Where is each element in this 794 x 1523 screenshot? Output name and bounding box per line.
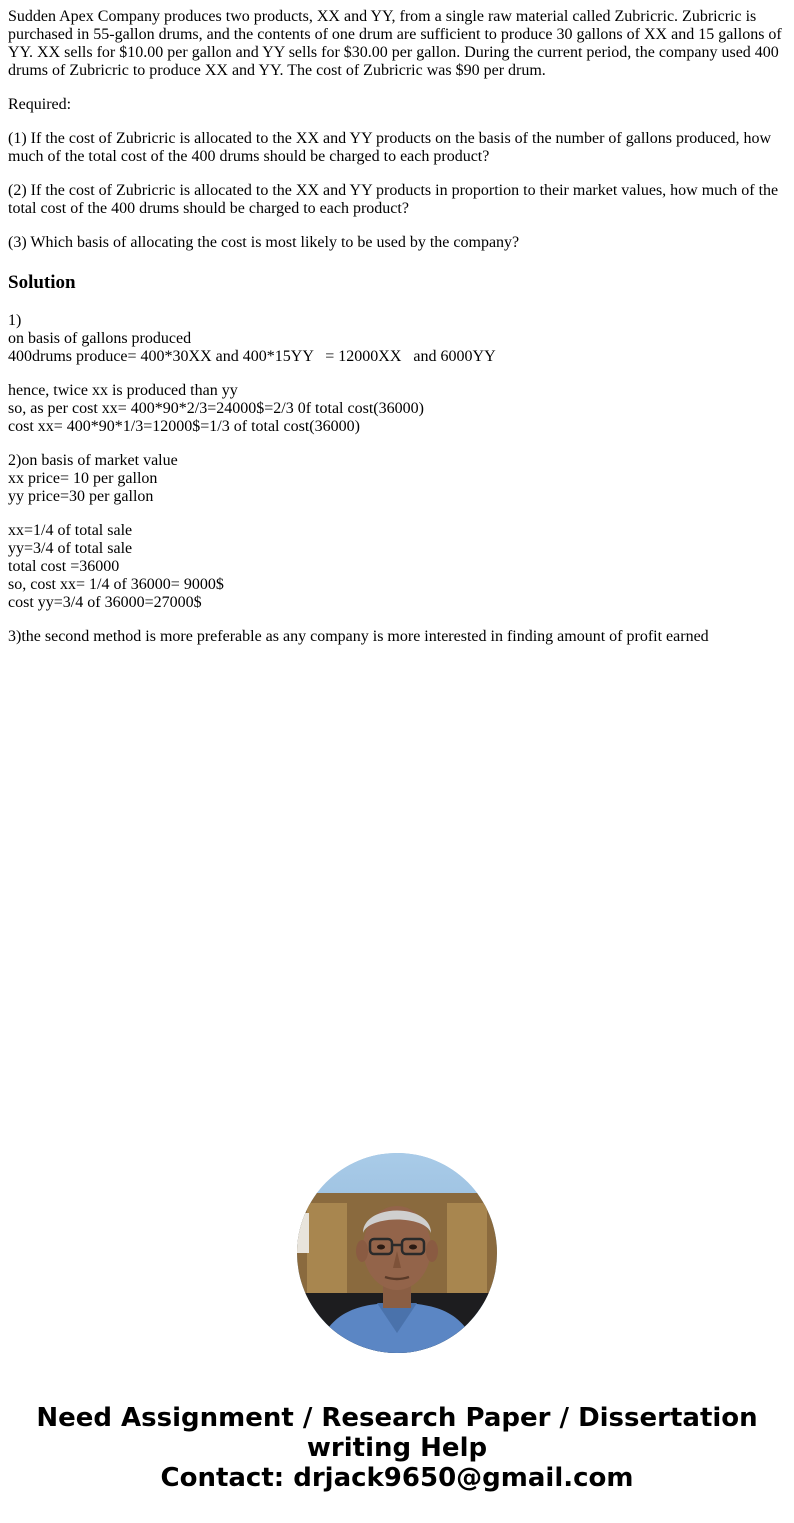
author-avatar xyxy=(297,1153,497,1353)
solution-line: total cost =36000 xyxy=(8,558,120,575)
promo-line-2: writing Help xyxy=(306,1433,488,1463)
solution-block-1 xyxy=(8,312,786,366)
solution-line: cost yy=3/4 of 36000=27000$ xyxy=(8,594,202,611)
solution-line: hence, twice xx is produced than yy xyxy=(8,382,238,399)
solution-line: yy price=30 per gallon xyxy=(8,488,154,505)
solution-heading: Solution xyxy=(8,272,76,293)
solution-line: so, cost xx= 1/4 of 36000= 9000$ xyxy=(8,576,224,593)
solution-line: xx=1/4 of total sale xyxy=(8,522,133,539)
solution-line: so, as per cost xx= 400*90*2/3=24000$=2/3 0f total cost(36000) xyxy=(8,400,424,417)
solution-block-4 xyxy=(8,522,786,612)
solution-block-2 xyxy=(8,382,786,436)
solution-line: 2)on basis of market value xyxy=(8,452,178,469)
document-content xyxy=(8,8,786,662)
question-part-2: (2) If the cost of Zubricric is allocated to the XX and YY products in proportion to their market values, how much of the total cost of the 400 drums should be charged to each product? xyxy=(8,182,779,217)
solution-line: cost xx= 400*90*1/3=12000$=1/3 of total cost(36000) xyxy=(8,418,360,435)
question-part-1: (1) If the cost of Zubricric is allocated to the XX and YY products on the basis of the number of gallons produced, how much of the total cost of the 400 drums should be charged to each product? xyxy=(8,130,772,165)
solution-block-5: 3)the second method is more preferable as any company is more interested in finding amount of profit earned xyxy=(8,628,709,645)
promo-banner xyxy=(0,1403,794,1493)
solution-line: 1) xyxy=(8,312,22,329)
solution-line: xx price= 10 per gallon xyxy=(8,470,158,487)
solution-line: on basis of gallons produced xyxy=(8,330,192,347)
solution-block-3 xyxy=(8,452,786,506)
question-part-3: (3) Which basis of allocating the cost is most likely to be used by the company? xyxy=(8,234,520,251)
promo-contact: Contact: drjack9650@gmail.com xyxy=(160,1463,634,1493)
author-portrait-icon xyxy=(297,1153,497,1353)
question-intro: Sudden Apex Company produces two products, XX and YY, from a single raw material called Zubricric. Zubricric is purchased in 55-gallon drums, and the contents of one drum are sufficient to produce 30 gallons of XX and 15 gallons of YY. XX sells for $10.00 per gallon and YY sells for $30.00 per gallon. During the current period, the company used 400 drums of Zubricric to produce XX and YY. The cost of Zubricric was $90 per drum. xyxy=(8,8,782,79)
solution-line: yy=3/4 of total sale xyxy=(8,540,133,557)
solution-line: 400drums produce= 400*30XX and 400*15YY = 12000XX and 6000YY xyxy=(8,348,496,365)
promo-line-1: Need Assignment / Research Paper / Dissertation xyxy=(36,1403,758,1433)
required-label: Required: xyxy=(8,96,72,113)
